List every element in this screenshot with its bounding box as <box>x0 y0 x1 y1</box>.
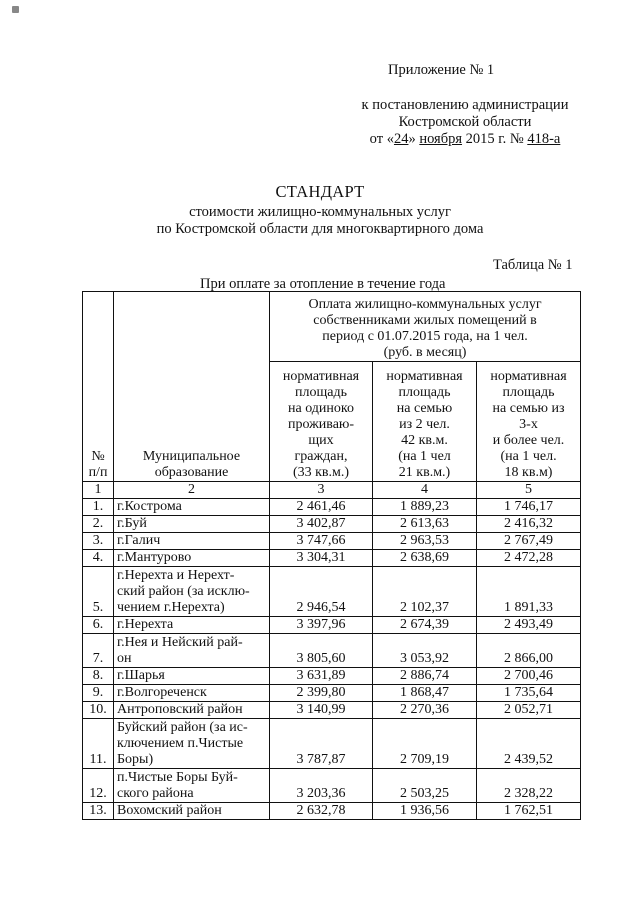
cost-single: 3 140,99 <box>270 702 373 719</box>
municipality-name: Буйский район (за ис- ключением п.Чистые Боры) <box>114 719 270 769</box>
header-num: № п/п <box>83 292 114 482</box>
table-caption: При оплате за отопление в течение года <box>200 276 446 292</box>
corner-mark <box>12 6 19 13</box>
cost-three-plus: 2 439,52 <box>477 719 581 769</box>
cost-two-person: 2 963,53 <box>373 533 477 550</box>
table-row <box>83 634 581 668</box>
row-number: 13. <box>83 803 114 820</box>
cost-two-person: 1 936,56 <box>373 803 477 820</box>
table-number: Таблица № 1 <box>493 257 573 273</box>
decree-month: ноября <box>419 131 463 147</box>
table-row <box>83 550 581 567</box>
municipality-name: г.Галич <box>114 533 270 550</box>
cost-three-plus: 2 700,46 <box>477 668 581 685</box>
municipality-name: г.Мантурово <box>114 550 270 567</box>
row-number: 6. <box>83 617 114 634</box>
cost-single: 2 461,46 <box>270 499 373 516</box>
index-cell: 1 <box>83 482 114 499</box>
document-subtitle-2: по Костромской области для многоквартирного дома <box>156 221 484 237</box>
cost-single: 3 631,89 <box>270 668 373 685</box>
cost-two-person: 2 613,63 <box>373 516 477 533</box>
municipality-name: г.Нерехта и Нерехт- ский район (за исклю- чением г.Нерехта) <box>114 567 270 617</box>
table-row <box>83 685 581 702</box>
cost-three-plus: 2 328,22 <box>477 769 581 803</box>
cost-two-person: 1 889,23 <box>373 499 477 516</box>
index-cell: 2 <box>114 482 270 499</box>
document-subtitle-1: стоимости жилищно-коммунальных услуг <box>189 204 451 220</box>
table-row <box>83 668 581 685</box>
cost-single: 3 203,36 <box>270 769 373 803</box>
row-number: 8. <box>83 668 114 685</box>
cost-two-person: 2 102,37 <box>373 567 477 617</box>
cost-two-person: 2 503,25 <box>373 769 477 803</box>
cost-single: 2 632,78 <box>270 803 373 820</box>
row-number: 7. <box>83 634 114 668</box>
cost-single: 3 397,96 <box>270 617 373 634</box>
municipality-name: г.Кострома <box>114 499 270 516</box>
cost-two-person: 2 886,74 <box>373 668 477 685</box>
cost-three-plus: 1 762,51 <box>477 803 581 820</box>
cost-two-person: 1 868,47 <box>373 685 477 702</box>
appendix-line-2: Костромской области <box>398 114 532 130</box>
cost-two-person: 2 638,69 <box>373 550 477 567</box>
index-row <box>83 482 581 499</box>
header-col-5: нормативная площадь на семью из 3-х и более чел. (на 1 чел. 18 кв.м) <box>477 362 581 482</box>
header-col-4: нормативная площадь на семью из 2 чел. 42 кв.м. (на 1 чел 21 кв.м.) <box>373 362 477 482</box>
cost-single: 3 787,87 <box>270 719 373 769</box>
row-number: 3. <box>83 533 114 550</box>
cost-single: 3 805,60 <box>270 634 373 668</box>
cost-three-plus: 2 767,49 <box>477 533 581 550</box>
cost-three-plus: 1 891,33 <box>477 567 581 617</box>
row-number: 11. <box>83 719 114 769</box>
row-number: 10. <box>83 702 114 719</box>
cost-single: 3 304,31 <box>270 550 373 567</box>
table-row <box>83 769 581 803</box>
table-row <box>83 702 581 719</box>
municipality-name: п.Чистые Боры Буй- ского района <box>114 769 270 803</box>
municipality-name: Антроповский район <box>114 702 270 719</box>
table-row <box>83 533 581 550</box>
table-row <box>83 719 581 769</box>
cost-single: 2 399,80 <box>270 685 373 702</box>
municipality-name: г.Нея и Нейский рай- он <box>114 634 270 668</box>
cost-three-plus: 1 735,64 <box>477 685 581 702</box>
row-number: 4. <box>83 550 114 567</box>
cost-two-person: 2 709,19 <box>373 719 477 769</box>
table-row <box>83 803 581 820</box>
cost-two-person: 2 674,39 <box>373 617 477 634</box>
municipality-name: г.Нерехта <box>114 617 270 634</box>
row-number: 1. <box>83 499 114 516</box>
cost-single: 3 747,66 <box>270 533 373 550</box>
table-row <box>83 499 581 516</box>
municipality-name: Вохомский район <box>114 803 270 820</box>
index-cell: 5 <box>477 482 581 499</box>
municipality-name: г.Шарья <box>114 668 270 685</box>
cost-two-person: 2 270,36 <box>373 702 477 719</box>
decree-number: 418-а <box>527 131 561 147</box>
tariff-table <box>82 291 581 820</box>
index-cell: 3 <box>270 482 373 499</box>
row-number: 9. <box>83 685 114 702</box>
cost-three-plus: 2 866,00 <box>477 634 581 668</box>
table-row <box>83 617 581 634</box>
municipality-name: г.Волгореченск <box>114 685 270 702</box>
header-group: Оплата жилищно-коммунальных услуг собственниками жилых помещений в период с 01.07.2015 года, на 1 чел. (руб. в месяц) <box>270 292 581 362</box>
header-col-3: нормативная площадь на одиноко проживаю- щих граждан, (33 кв.м.) <box>270 362 373 482</box>
index-cell: 4 <box>373 482 477 499</box>
cost-single: 3 402,87 <box>270 516 373 533</box>
decree-day: 24 <box>393 131 409 147</box>
cost-three-plus: 2 472,28 <box>477 550 581 567</box>
cost-single: 2 946,54 <box>270 567 373 617</box>
cost-three-plus: 2 416,32 <box>477 516 581 533</box>
appendix-title: Приложение № 1 <box>388 62 495 78</box>
appendix-line-3: от «24» ноября 2015 г. № 418-а <box>369 131 561 147</box>
table-row <box>83 567 581 617</box>
row-number: 2. <box>83 516 114 533</box>
cost-two-person: 3 053,92 <box>373 634 477 668</box>
municipality-name: г.Буй <box>114 516 270 533</box>
row-number: 12. <box>83 769 114 803</box>
row-number: 5. <box>83 567 114 617</box>
cost-three-plus: 2 493,49 <box>477 617 581 634</box>
appendix-line-1: к постановлению администрации <box>361 97 569 113</box>
table-row <box>83 516 581 533</box>
header-municipality: Муниципальное образование <box>114 292 270 482</box>
cost-three-plus: 2 052,71 <box>477 702 581 719</box>
document-title: СТАНДАРТ <box>275 182 365 201</box>
cost-three-plus: 1 746,17 <box>477 499 581 516</box>
